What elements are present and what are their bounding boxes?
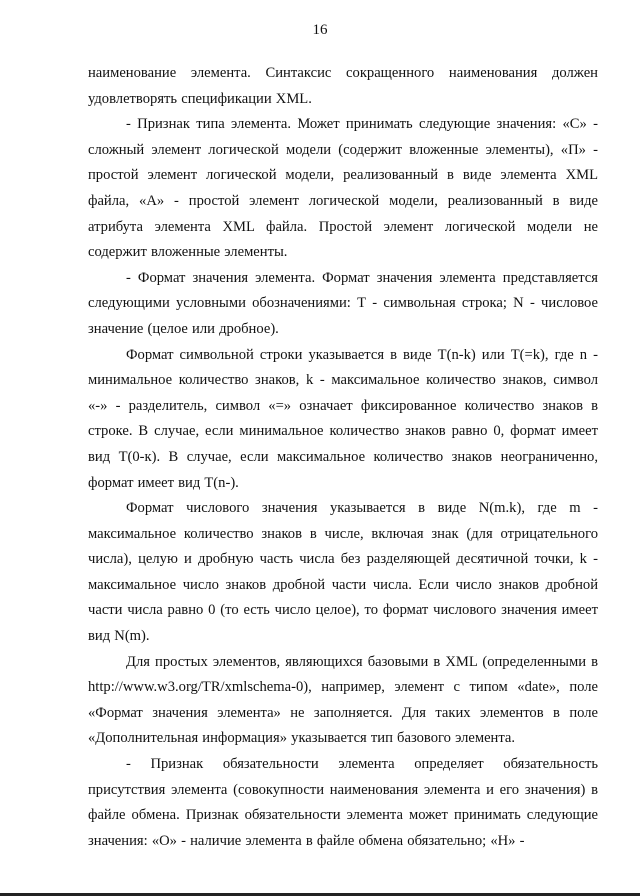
- paragraph-element-type: - Признак типа элемента. Может принимать следующие значения: «С» - сложный элемент логической модели (содержит вложенные элементы), «П» - простой элемент логической модели, реализованный в виде элемента XML файла, «А» - простой элемент логической модели, реализованный в виде атрибута элемента XML файла. Простой элемент логической модели не содержит вложенные элементы.: [88, 116, 598, 261]
- page-number: 16: [312, 22, 328, 38]
- paragraph-numeric-format: Формат числового значения указывается в виде N(m.k), где m - максимальное количество знаков в числе, включая знак (для отрицательного числа), целую и дробную часть числа без разделяющей десятичной точки, k - максимальное число знаков дробной части числа. Если число знаков дробной части числа равно 0 (то есть число целое), то формат числового значения имеет вид N(m).: [88, 500, 598, 645]
- paragraph-continuation: наименование элемента. Синтаксис сокращенного наименования должен удовлетворять спецификации XML.: [88, 65, 598, 107]
- body-text: [88, 61, 598, 854]
- paragraph-value-format: - Формат значения элемента. Формат значения элемента представляется следующими условными обозначениями: Т - символьная строка; N - числовое значение (целое или дробное).: [88, 269, 598, 337]
- paragraph-string-format: Формат символьной строки указывается в виде Т(n-k) или Т(=k), где n - минимальное количество знаков, k - максимальное количество знаков, символ «-» - разделитель, символ «=» означает фиксированное количество знаков в строке. В случае, если минимальное количество знаков равно 0, формат имеет вид Т(0-к). В случае, если максимальное количество знаков неограниченно, формат имеет вид Т(n-).: [88, 346, 598, 491]
- paragraph-required-flag: - Признак обязательности элемента определяет обязательность присутствия элемента (совокупности наименования элемента и его значения) в файле обмена. Признак обязательности элемента может принимать следующие значения: «О» - наличие элемента в файле обмена обязательно; «Н» -: [88, 756, 598, 849]
- paragraph-base-types: Для простых элементов, являющихся базовыми в XML (определенными в http://www.w3.org/TR/xmlschema-0), например, элемент с типом «date», поле «Формат значения элемента» не заполняется. Для таких элементов в поле «Дополнительная информация» указывается тип базового элемента.: [88, 653, 598, 747]
